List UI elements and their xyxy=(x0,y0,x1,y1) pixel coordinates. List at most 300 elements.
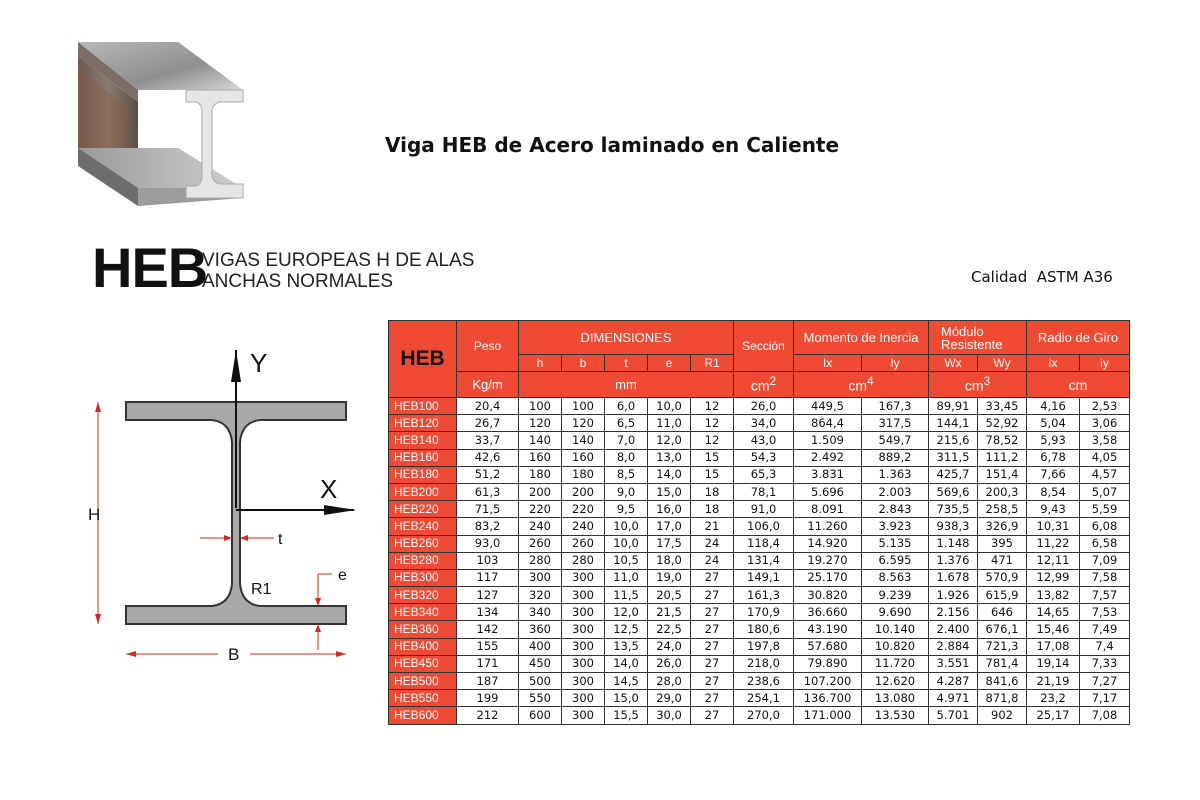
row-model-cell: HEB200 xyxy=(389,483,457,500)
row-model-cell: HEB340 xyxy=(389,604,457,621)
table-cell: 3.923 xyxy=(862,518,929,535)
table-cell: 100 xyxy=(562,398,605,415)
table-row xyxy=(389,415,1130,432)
unit-radio: cm xyxy=(1027,372,1130,398)
header-momento: Momento de Inercia xyxy=(794,321,929,355)
table-cell: 1.376 xyxy=(929,552,978,569)
table-cell: 615,9 xyxy=(978,587,1027,604)
table-cell: 9,43 xyxy=(1027,501,1080,518)
table-cell: 18,0 xyxy=(648,552,691,569)
table-cell: 20,5 xyxy=(648,587,691,604)
table-cell: 9,5 xyxy=(605,501,648,518)
table-cell: 151,4 xyxy=(978,466,1027,483)
table-cell: 7,4 xyxy=(1080,638,1130,655)
table-cell: 2.843 xyxy=(862,501,929,518)
table-cell: 43,0 xyxy=(734,432,794,449)
table-cell: 15,5 xyxy=(605,707,648,724)
table-cell: 8,5 xyxy=(605,466,648,483)
steel-beam-image xyxy=(78,38,248,213)
table-cell: 12 xyxy=(691,398,734,415)
table-cell: 240 xyxy=(519,518,562,535)
table-cell: 2,53 xyxy=(1080,398,1130,415)
header-radio-iy: iy xyxy=(1080,355,1130,372)
row-model-cell: HEB320 xyxy=(389,587,457,604)
table-cell: 270,0 xyxy=(734,707,794,724)
table-cell: 2.003 xyxy=(862,483,929,500)
table-cell: 12,99 xyxy=(1027,569,1080,586)
table-cell: 100 xyxy=(519,398,562,415)
table-cell: 300 xyxy=(562,707,605,724)
table-cell: 4,16 xyxy=(1027,398,1080,415)
table-cell: 14,0 xyxy=(605,655,648,672)
thickness-label: t xyxy=(278,531,283,548)
table-cell: 300 xyxy=(562,655,605,672)
unit-seccion xyxy=(734,372,794,398)
page-title: Viga HEB de Acero laminado en Caliente xyxy=(385,133,840,157)
table-cell: 89,91 xyxy=(929,398,978,415)
table-cell: 300 xyxy=(562,621,605,638)
row-model-cell: HEB450 xyxy=(389,655,457,672)
table-cell: 10,0 xyxy=(605,518,648,535)
table-cell: 549,7 xyxy=(862,432,929,449)
table-cell: 140 xyxy=(519,432,562,449)
table-cell: 471 xyxy=(978,552,1027,569)
table-cell: 5,04 xyxy=(1027,415,1080,432)
table-cell: 600 xyxy=(519,707,562,724)
table-cell: 7,57 xyxy=(1080,587,1130,604)
table-body xyxy=(389,398,1130,725)
table-cell: 646 xyxy=(978,604,1027,621)
table-cell: 400 xyxy=(519,638,562,655)
table-cell: 1.678 xyxy=(929,569,978,586)
unit-seccion-base: cm xyxy=(750,377,770,394)
table-cell: 7,58 xyxy=(1080,569,1130,586)
table-cell: 6,78 xyxy=(1027,449,1080,466)
table-cell: 6.595 xyxy=(862,552,929,569)
table-cell: 215,6 xyxy=(929,432,978,449)
table-cell: 11,0 xyxy=(648,415,691,432)
header-wy: Wy xyxy=(978,355,1027,372)
table-cell: 300 xyxy=(562,569,605,586)
heb-spec-table xyxy=(388,320,1130,725)
table-row xyxy=(389,604,1130,621)
table-cell: 25,17 xyxy=(1027,707,1080,724)
table-cell: 23,2 xyxy=(1027,690,1080,707)
table-cell: 5,07 xyxy=(1080,483,1130,500)
table-cell: 21 xyxy=(691,518,734,535)
header-seccion: Sección xyxy=(734,321,794,372)
row-model-cell: HEB100 xyxy=(389,398,457,415)
table-cell: 1.926 xyxy=(929,587,978,604)
table-cell: 17,5 xyxy=(648,535,691,552)
table-cell: 4,05 xyxy=(1080,449,1130,466)
table-cell: 136.700 xyxy=(794,690,862,707)
row-model-cell: HEB600 xyxy=(389,707,457,724)
table-cell: 12,5 xyxy=(605,621,648,638)
table-cell: 326,9 xyxy=(978,518,1027,535)
table-row xyxy=(389,535,1130,552)
table-cell: 61,3 xyxy=(457,483,519,500)
row-model-cell: HEB180 xyxy=(389,466,457,483)
table-cell: 19.270 xyxy=(794,552,862,569)
table-cell: 120 xyxy=(562,415,605,432)
row-model-cell: HEB500 xyxy=(389,673,457,690)
brand-logo-text: HEB xyxy=(92,236,208,299)
table-cell: 15 xyxy=(691,449,734,466)
table-cell: 19,14 xyxy=(1027,655,1080,672)
table-cell: 200,3 xyxy=(978,483,1027,500)
table-cell: 134 xyxy=(457,604,519,621)
table-cell: 142 xyxy=(457,621,519,638)
table-cell: 721,3 xyxy=(978,638,1027,655)
table-cell: 10.820 xyxy=(862,638,929,655)
table-cell: 14.920 xyxy=(794,535,862,552)
table-cell: 864,4 xyxy=(794,415,862,432)
table-row xyxy=(389,432,1130,449)
table-cell: 83,2 xyxy=(457,518,519,535)
table-cell: 18 xyxy=(691,483,734,500)
radius-label: R1 xyxy=(251,581,272,598)
table-cell: 569,6 xyxy=(929,483,978,500)
header-radio-ix: ix xyxy=(1027,355,1080,372)
row-model-cell: HEB400 xyxy=(389,638,457,655)
row-model-cell: HEB550 xyxy=(389,690,457,707)
table-row xyxy=(389,552,1130,569)
table-cell: 3,06 xyxy=(1080,415,1130,432)
table-cell: 4.287 xyxy=(929,673,978,690)
table-cell: 6,58 xyxy=(1080,535,1130,552)
table-cell: 200 xyxy=(562,483,605,500)
table-cell: 254,1 xyxy=(734,690,794,707)
row-model-cell: HEB120 xyxy=(389,415,457,432)
table-cell: 78,52 xyxy=(978,432,1027,449)
table-cell: 220 xyxy=(562,501,605,518)
header-modulo-line2: Resistente xyxy=(941,336,1003,352)
table-cell: 13,5 xyxy=(605,638,648,655)
axis-x-label: X xyxy=(320,474,338,504)
table-cell: 11.720 xyxy=(862,655,929,672)
table-cell: 2.492 xyxy=(794,449,862,466)
table-cell: 54,3 xyxy=(734,449,794,466)
table-cell: 4.971 xyxy=(929,690,978,707)
table-cell: 21,19 xyxy=(1027,673,1080,690)
row-model-cell: HEB160 xyxy=(389,449,457,466)
row-model-cell: HEB260 xyxy=(389,535,457,552)
header-dim-b: b xyxy=(562,355,605,372)
table-cell: 13.530 xyxy=(862,707,929,724)
table-cell: 155 xyxy=(457,638,519,655)
table-row xyxy=(389,707,1130,724)
table-cell: 7,49 xyxy=(1080,621,1130,638)
table-cell: 27 xyxy=(691,707,734,724)
table-cell: 735,5 xyxy=(929,501,978,518)
table-cell: 938,3 xyxy=(929,518,978,535)
table-cell: 260 xyxy=(562,535,605,552)
table-cell: 425,7 xyxy=(929,466,978,483)
table-cell: 320 xyxy=(519,587,562,604)
table-cell: 117 xyxy=(457,569,519,586)
table-cell: 180 xyxy=(519,466,562,483)
table-cell: 197,8 xyxy=(734,638,794,655)
table-cell: 311,5 xyxy=(929,449,978,466)
table-cell: 91,0 xyxy=(734,501,794,518)
table-cell: 5.696 xyxy=(794,483,862,500)
table-cell: 127 xyxy=(457,587,519,604)
table-cell: 20,4 xyxy=(457,398,519,415)
table-cell: 676,1 xyxy=(978,621,1027,638)
table-cell: 170,9 xyxy=(734,604,794,621)
table-cell: 12,11 xyxy=(1027,552,1080,569)
table-cell: 220 xyxy=(519,501,562,518)
table-cell: 15,0 xyxy=(648,483,691,500)
table-cell: 10,0 xyxy=(605,535,648,552)
header-dim-e: e xyxy=(648,355,691,372)
table-row xyxy=(389,621,1130,638)
table-cell: 2.156 xyxy=(929,604,978,621)
table-cell: 258,5 xyxy=(978,501,1027,518)
table-cell: 9.690 xyxy=(862,604,929,621)
table-cell: 30,0 xyxy=(648,707,691,724)
table-cell: 27 xyxy=(691,621,734,638)
flange-thickness-label: e xyxy=(338,567,347,584)
table-cell: 2.400 xyxy=(929,621,978,638)
unit-momento xyxy=(794,372,929,398)
table-cell: 902 xyxy=(978,707,1027,724)
header-dim-r1: R1 xyxy=(691,355,734,372)
table-cell: 280 xyxy=(562,552,605,569)
table-cell: 140 xyxy=(562,432,605,449)
table-cell: 14,5 xyxy=(605,673,648,690)
table-cell: 450 xyxy=(519,655,562,672)
table-cell: 33,45 xyxy=(978,398,1027,415)
table-cell: 160 xyxy=(562,449,605,466)
table-cell: 300 xyxy=(562,587,605,604)
unit-seccion-exp: 2 xyxy=(769,375,777,389)
table-cell: 25.170 xyxy=(794,569,862,586)
row-model-cell: HEB360 xyxy=(389,621,457,638)
table-cell: 79.890 xyxy=(794,655,862,672)
row-model-cell: HEB300 xyxy=(389,569,457,586)
table-cell: 395 xyxy=(978,535,1027,552)
table-cell: 3,58 xyxy=(1080,432,1130,449)
table-cell: 8,54 xyxy=(1027,483,1080,500)
unit-momento-base: cm xyxy=(848,377,868,394)
table-cell: 18 xyxy=(691,501,734,518)
table-cell: 21,5 xyxy=(648,604,691,621)
table-cell: 160 xyxy=(519,449,562,466)
table-cell: 26,7 xyxy=(457,415,519,432)
table-cell: 360 xyxy=(519,621,562,638)
table-cell: 300 xyxy=(562,604,605,621)
table-cell: 6,0 xyxy=(605,398,648,415)
table-cell: 27 xyxy=(691,587,734,604)
table-cell: 280 xyxy=(519,552,562,569)
table-cell: 7,09 xyxy=(1080,552,1130,569)
table-cell: 187 xyxy=(457,673,519,690)
header-dim-t: t xyxy=(605,355,648,372)
brand-subtitle xyxy=(202,250,474,292)
header-modulo xyxy=(929,321,1027,355)
table-cell: 57.680 xyxy=(794,638,862,655)
quality-label: Calidad ASTM A36 xyxy=(971,268,1113,286)
table-cell: 7,0 xyxy=(605,432,648,449)
table-cell: 6,5 xyxy=(605,415,648,432)
table-cell: 199 xyxy=(457,690,519,707)
table-cell: 9,0 xyxy=(605,483,648,500)
table-cell: 260 xyxy=(519,535,562,552)
table-cell: 27 xyxy=(691,604,734,621)
header-dim-h: h xyxy=(519,355,562,372)
table-cell: 9.239 xyxy=(862,587,929,604)
table-cell: 30.820 xyxy=(794,587,862,604)
table-cell: 218,0 xyxy=(734,655,794,672)
height-label: H xyxy=(88,505,101,524)
table-cell: 10,31 xyxy=(1027,518,1080,535)
table-row xyxy=(389,501,1130,518)
table-cell: 34,0 xyxy=(734,415,794,432)
table-cell: 300 xyxy=(519,569,562,586)
header-dimensiones: DIMENSIONES xyxy=(519,321,734,355)
table-cell: 841,6 xyxy=(978,673,1027,690)
axis-y-label: Y xyxy=(250,348,268,378)
table-row xyxy=(389,638,1130,655)
table-cell: 12 xyxy=(691,415,734,432)
table-cell: 15,46 xyxy=(1027,621,1080,638)
table-cell: 5,59 xyxy=(1080,501,1130,518)
table-row xyxy=(389,690,1130,707)
table-cell: 161,3 xyxy=(734,587,794,604)
header-radio: Radio de Giro xyxy=(1027,321,1130,355)
unit-momento-exp: 4 xyxy=(867,375,874,389)
brand-subtitle-line2: ANCHAS NORMALES xyxy=(202,271,394,292)
table-cell: 200 xyxy=(519,483,562,500)
table-cell: 120 xyxy=(519,415,562,432)
table-cell: 12,0 xyxy=(605,604,648,621)
table-cell: 43.190 xyxy=(794,621,862,638)
table-cell: 240 xyxy=(562,518,605,535)
table-cell: 889,2 xyxy=(862,449,929,466)
table-cell: 300 xyxy=(562,690,605,707)
unit-dimensiones: mm xyxy=(519,372,734,398)
table-row xyxy=(389,398,1130,415)
header-iy: Iy xyxy=(862,355,929,372)
table-row xyxy=(389,466,1130,483)
table-cell: 171.000 xyxy=(794,707,862,724)
table-cell: 1.509 xyxy=(794,432,862,449)
table-cell: 12,0 xyxy=(648,432,691,449)
table-row xyxy=(389,655,1130,672)
header-modulo-line1: Módulo xyxy=(941,323,984,339)
table-cell: 19,0 xyxy=(648,569,691,586)
row-model-cell: HEB240 xyxy=(389,518,457,535)
table-cell: 8,0 xyxy=(605,449,648,466)
table-cell: 14,65 xyxy=(1027,604,1080,621)
table-cell: 22,5 xyxy=(648,621,691,638)
table-cell: 1.148 xyxy=(929,535,978,552)
table-cell: 27 xyxy=(691,673,734,690)
table-row xyxy=(389,587,1130,604)
width-label: B xyxy=(228,645,240,664)
table-cell: 7,53 xyxy=(1080,604,1130,621)
table-cell: 65,3 xyxy=(734,466,794,483)
table-cell: 118,4 xyxy=(734,535,794,552)
cross-section-diagram xyxy=(88,338,366,668)
table-cell: 93,0 xyxy=(457,535,519,552)
table-cell: 10,0 xyxy=(648,398,691,415)
table-cell: 103 xyxy=(457,552,519,569)
table-row xyxy=(389,673,1130,690)
table-cell: 78,1 xyxy=(734,483,794,500)
table-cell: 212 xyxy=(457,707,519,724)
table-cell: 36.660 xyxy=(794,604,862,621)
table-cell: 13.080 xyxy=(862,690,929,707)
table-cell: 570,9 xyxy=(978,569,1027,586)
table-cell: 27 xyxy=(691,638,734,655)
table-cell: 1.363 xyxy=(862,466,929,483)
table-cell: 15,0 xyxy=(605,690,648,707)
row-model-cell: HEB280 xyxy=(389,552,457,569)
table-cell: 7,27 xyxy=(1080,673,1130,690)
table-cell: 300 xyxy=(562,638,605,655)
table-cell: 340 xyxy=(519,604,562,621)
table-cell: 24 xyxy=(691,535,734,552)
table-cell: 144,1 xyxy=(929,415,978,432)
table-cell: 16,0 xyxy=(648,501,691,518)
table-cell: 8.091 xyxy=(794,501,862,518)
table-cell: 871,8 xyxy=(978,690,1027,707)
table-row xyxy=(389,449,1130,466)
table-cell: 8.563 xyxy=(862,569,929,586)
table-cell: 17,08 xyxy=(1027,638,1080,655)
table-cell: 26,0 xyxy=(734,398,794,415)
table-cell: 51,2 xyxy=(457,466,519,483)
unit-modulo xyxy=(929,372,1027,398)
table-cell: 131,4 xyxy=(734,552,794,569)
table-row xyxy=(389,569,1130,586)
table-row xyxy=(389,483,1130,500)
table-cell: 171 xyxy=(457,655,519,672)
unit-peso: Kg/m xyxy=(457,372,519,398)
table-cell: 11.260 xyxy=(794,518,862,535)
table-cell: 2.884 xyxy=(929,638,978,655)
table-cell: 5.701 xyxy=(929,707,978,724)
table-corner-label: HEB xyxy=(389,321,457,398)
table-cell: 500 xyxy=(519,673,562,690)
table-cell: 6,08 xyxy=(1080,518,1130,535)
table-cell: 27 xyxy=(691,569,734,586)
table-cell: 11,0 xyxy=(605,569,648,586)
table-cell: 15 xyxy=(691,466,734,483)
header-peso: Peso xyxy=(457,321,519,372)
table-cell: 7,33 xyxy=(1080,655,1130,672)
table-cell: 107.200 xyxy=(794,673,862,690)
table-cell: 5,93 xyxy=(1027,432,1080,449)
table-cell: 24 xyxy=(691,552,734,569)
table-cell: 42,6 xyxy=(457,449,519,466)
table-cell: 13,82 xyxy=(1027,587,1080,604)
table-cell: 26,0 xyxy=(648,655,691,672)
table-cell: 781,4 xyxy=(978,655,1027,672)
unit-modulo-base: cm xyxy=(964,377,984,394)
table-cell: 24,0 xyxy=(648,638,691,655)
table-cell: 317,5 xyxy=(862,415,929,432)
header-wx: Wx xyxy=(929,355,978,372)
table-cell: 5.135 xyxy=(862,535,929,552)
table-cell: 29,0 xyxy=(648,690,691,707)
table-cell: 3.831 xyxy=(794,466,862,483)
table-cell: 12.620 xyxy=(862,673,929,690)
row-model-cell: HEB220 xyxy=(389,501,457,518)
